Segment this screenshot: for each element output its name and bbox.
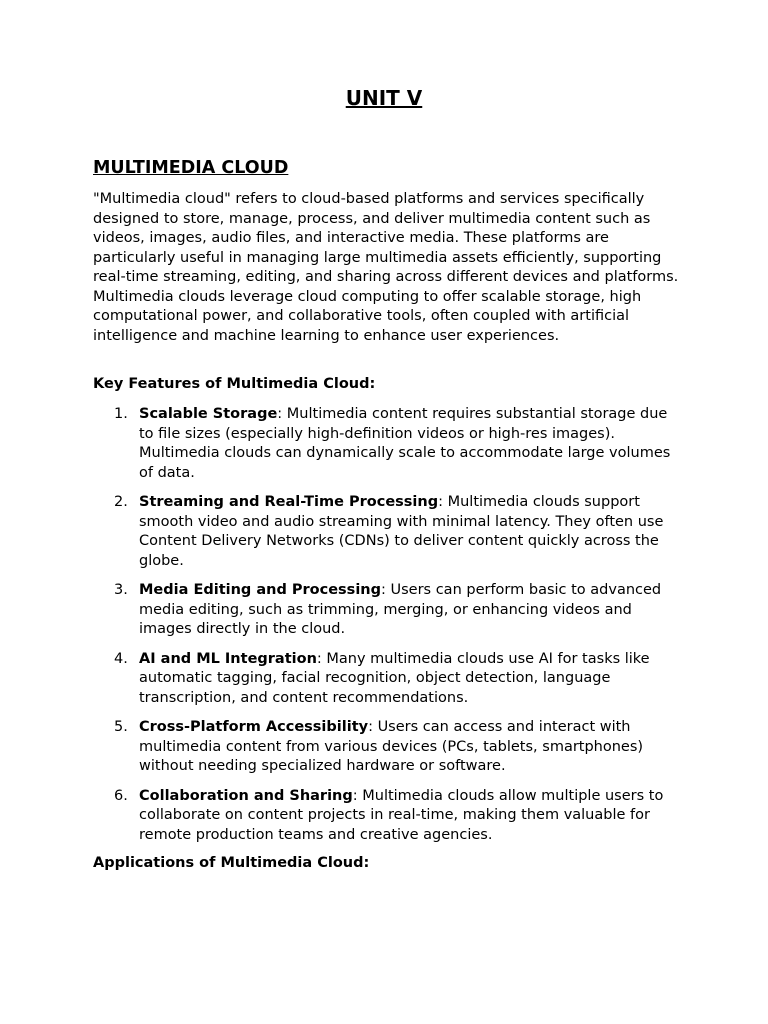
feature-number: 3. [114, 582, 128, 598]
feature-text: : Multimedia content requires substantial storage due to file sizes (especially high-definition videos or high-res images). Multimedia clouds can dynamically scale to accommodate large volumes of data. [139, 406, 671, 481]
feature-item-ai-ml [93, 650, 683, 709]
feature-item-media-editing [93, 581, 683, 640]
feature-title: Scalable Storage [139, 406, 278, 422]
feature-number: 5. [114, 719, 128, 735]
feature-title: Media Editing and Processing [139, 582, 381, 598]
unit-title: UNIT V [345, 86, 423, 110]
feature-list [93, 405, 683, 855]
intro-paragraph: "Multimedia cloud" refers to cloud-based platforms and services specifically designed to store, manage, process, and deliver multimedia content such as videos, images, audio files, and interactive media. These platforms are particularly useful in managing large multimedia assets efficiently, supporting real-time streaming, editing, and sharing across different devices and platforms. Multimedia clouds leverage cloud computing to offer scalable storage, high computational power, and collaborative tools, often coupled with artificial intelligence and machine learning to enhance user experiences. [93, 191, 679, 344]
feature-text: : Multimedia clouds allow multiple users to collaborate on content projects in real-time, making them valuable for remote production teams and creative agencies. [139, 787, 664, 843]
feature-item-cross-platform [93, 718, 683, 777]
feature-text: : Multimedia clouds support smooth video and audio streaming with minimal latency. They often use Content Delivery Networks (CDNs) to deliver content quickly across the globe. [139, 494, 664, 569]
feature-number: 2. [114, 494, 128, 510]
feature-text: : Users can access and interact with multimedia content from various devices (PCs, tablets, smartphones) without needing specialized hardware or software. [139, 719, 644, 774]
applications-heading: Applications of Multimedia Cloud: [93, 855, 370, 871]
feature-title: Cross-Platform Accessibility [139, 719, 369, 735]
feature-number: 6. [114, 787, 128, 804]
feature-number: 4. [114, 650, 128, 667]
feature-item-streaming [93, 493, 683, 571]
feature-title: Streaming and Real-Time Processing [139, 494, 439, 510]
features-heading: Key Features of Multimedia Cloud: [93, 376, 376, 392]
feature-text: : Users can perform basic to advanced media editing, such as trimming, merging, or enhancing videos and images directly in the cloud. [139, 582, 662, 637]
feature-title: AI and ML Integration [139, 650, 317, 667]
feature-item-scalable-storage [93, 405, 683, 483]
feature-text: : Many multimedia clouds use AI for tasks like automatic tagging, facial recognition, object detection, language transcription, and content recommendations. [139, 650, 650, 706]
feature-title: Collaboration and Sharing [139, 787, 353, 804]
section-title: MULTIMEDIA CLOUD [93, 158, 289, 178]
feature-item-collaboration [93, 787, 683, 846]
feature-number: 1. [114, 406, 128, 422]
